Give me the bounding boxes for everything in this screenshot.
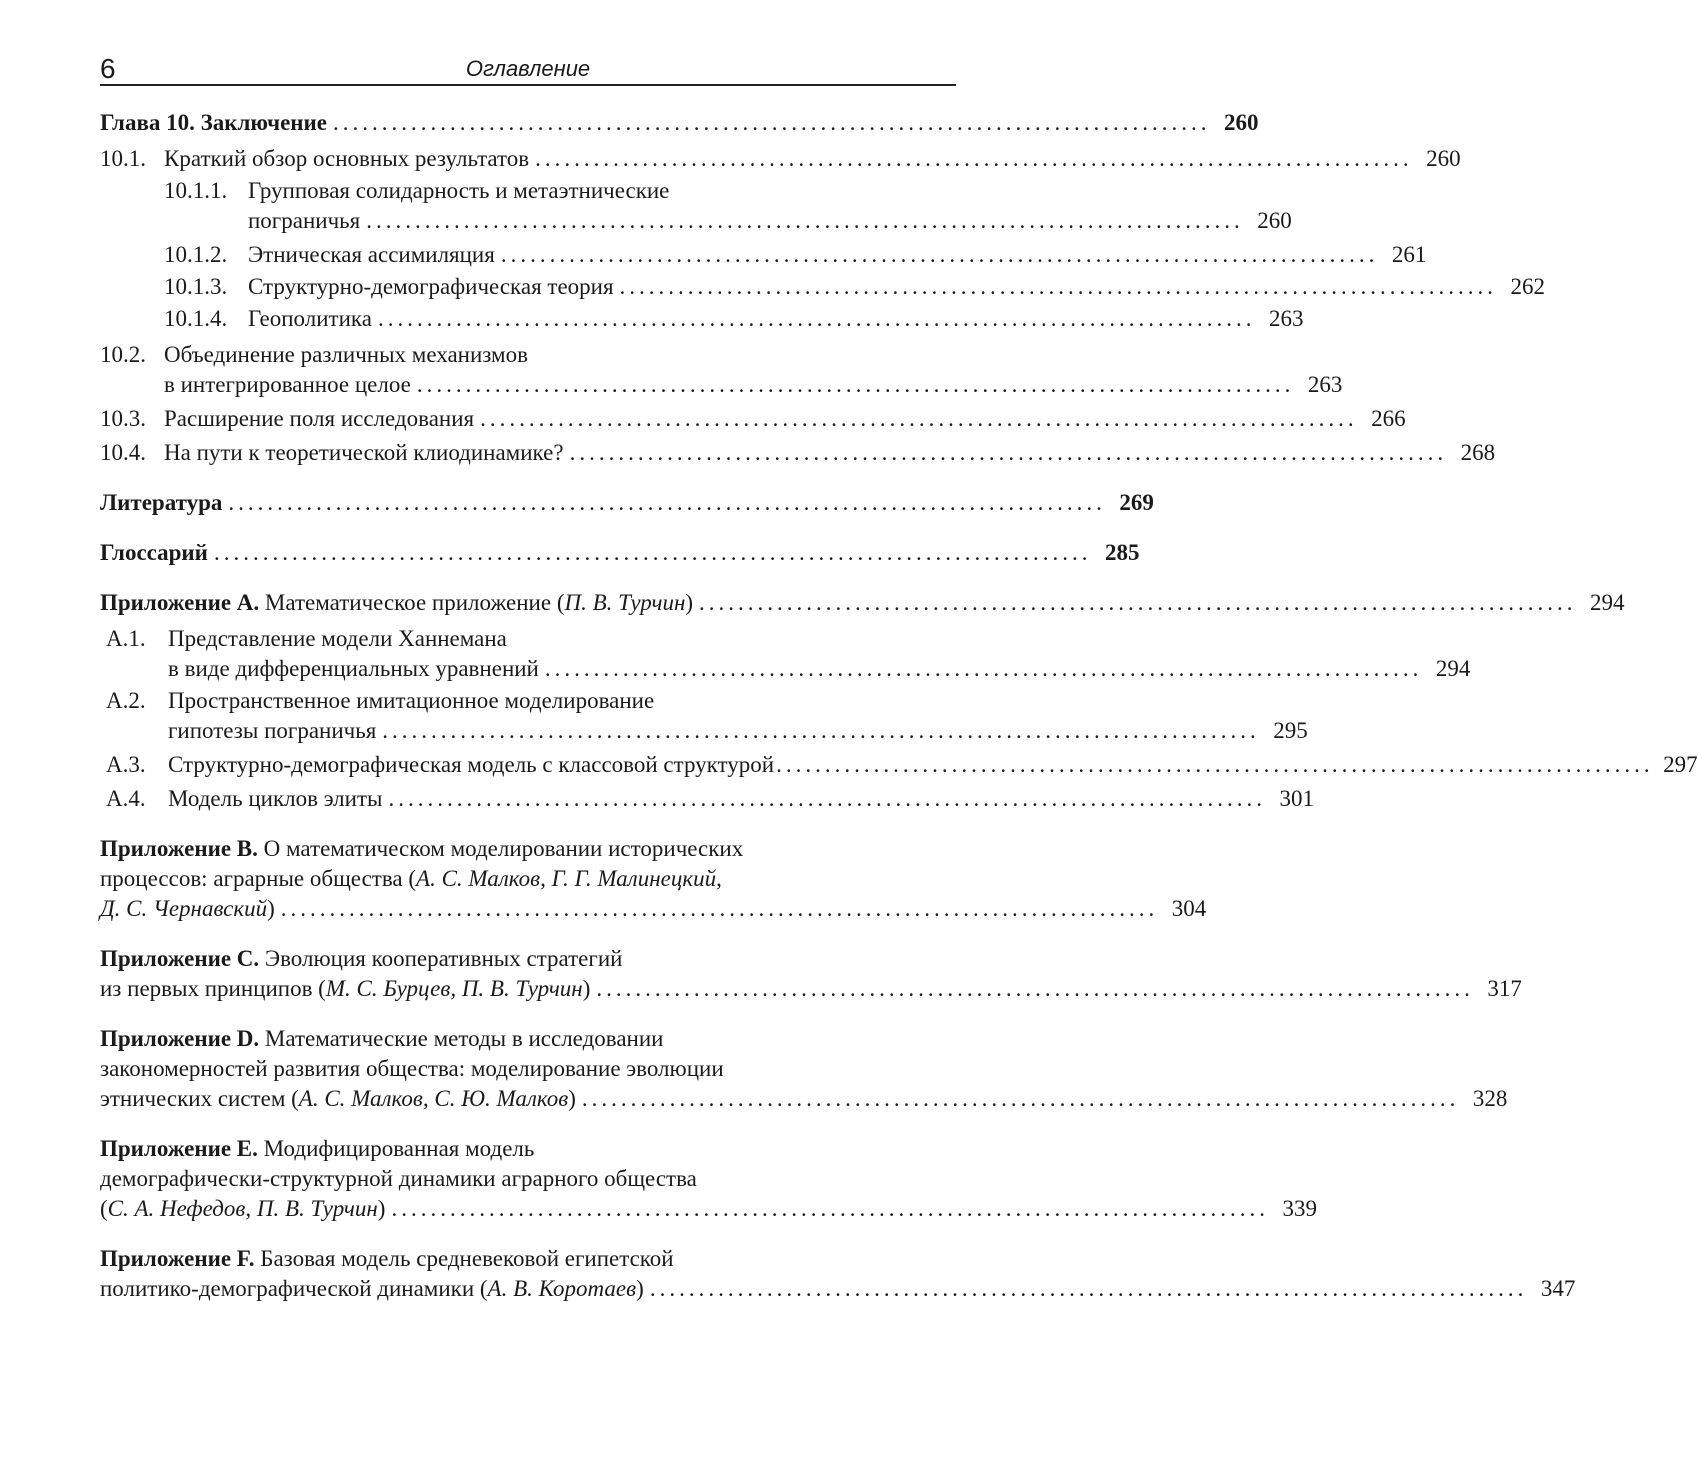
appendix-title-line1: Эволюция кооперативных стратегий — [264, 946, 623, 971]
appendix-open: ( — [100, 1196, 108, 1221]
dot-leader: .......................................................................................... — [544, 656, 1423, 681]
section-title-line1: Представление модели Ханнемана — [168, 626, 507, 651]
toc-entry-10-2-cont[interactable] — [100, 368, 1343, 402]
dot-leader: .......................................................................................... — [391, 1196, 1269, 1221]
toc-entry-appendix-b-line2[interactable] — [100, 862, 956, 896]
page-ref: 317 — [1487, 976, 1522, 1001]
appendix-title: Математическое приложение ( — [264, 590, 565, 615]
appendix-label: Приложение E. — [100, 1136, 258, 1161]
toc-entry-appendix-d[interactable] — [100, 1022, 956, 1056]
toc-entry-a4[interactable] — [100, 782, 1314, 816]
section-title: Структурно-демографическая модель с классовой структурой — [168, 752, 775, 777]
appendix-authors: М. С. Бурцев, П. В. Турчин — [325, 976, 583, 1001]
dot-leader: .......................................................................................... — [581, 1086, 1460, 1111]
toc-entry-appendix-c[interactable] — [100, 942, 956, 976]
toc-entry-appendix-e-line2[interactable] — [100, 1162, 956, 1196]
appendix-author: П. В. Турчин — [564, 590, 686, 615]
section-number: 10.1.2. — [164, 242, 228, 267]
page-ref: 294 — [1590, 590, 1625, 615]
dot-leader: .......................................................................................... — [569, 440, 1448, 465]
toc-entry-appendix-b-line3[interactable] — [100, 892, 1207, 926]
section-title: Краткий обзор основных результатов — [164, 146, 530, 171]
toc-entry-10-2[interactable] — [100, 338, 956, 372]
toc-entry-appendix-e[interactable] — [100, 1132, 956, 1166]
dot-leader: .......................................................................................... — [416, 372, 1295, 397]
toc-entry-appendix-f[interactable] — [100, 1242, 956, 1276]
toc-entry-a2-cont[interactable] — [100, 714, 1308, 748]
page-ref: 263 — [1268, 306, 1304, 331]
appendix-label: Приложение F. — [100, 1246, 255, 1271]
appendix-authors: С. А. Нефедов, П. В. Турчин — [107, 1196, 378, 1221]
appendix-title-line1: О математическом моделировании исторических — [263, 836, 744, 861]
page-ref: 347 — [1540, 1276, 1576, 1301]
page-ref: 260 — [1224, 110, 1259, 135]
section-number: A.2. — [106, 688, 146, 713]
section-title-line2: в интегрированное целое — [164, 372, 411, 397]
appendix-authors: А. С. Малков, Г. Г. Малинецкий, — [416, 866, 722, 891]
toc-entry-appendix-a[interactable] — [100, 586, 1625, 620]
toc-entry-a2[interactable] — [100, 684, 956, 718]
appendix-close: ) — [377, 1196, 386, 1221]
dot-leader: .......................................................................................... — [776, 752, 1654, 777]
dot-leader: .......................................................................................... — [699, 590, 1577, 615]
section-number: A.3. — [106, 752, 146, 777]
section-title-line1: Пространственное имитационное моделирование — [168, 688, 655, 713]
section-title-line1: Групповая солидарность и метаэтнические — [248, 178, 670, 203]
page-ref: 269 — [1119, 490, 1154, 515]
chapter-title: Глава 10. Заключение — [100, 110, 328, 135]
page-ref: 304 — [1171, 896, 1207, 921]
dot-leader: .......................................................................................... — [596, 976, 1474, 1001]
toc-entry-10-1-3[interactable] — [100, 270, 1546, 304]
page-ref: 260 — [1257, 208, 1292, 233]
page-number: 6 — [100, 53, 116, 84]
section-title: Структурно-демографическая теория — [248, 274, 614, 299]
appendix-close: ) — [685, 590, 694, 615]
toc-entry-appendix-d-line3[interactable] — [100, 1082, 1508, 1116]
section-title-line1: Объединение различных механизмов — [164, 342, 528, 367]
toc-entry-chapter-10[interactable] — [100, 106, 1259, 140]
section-number: 10.3. — [100, 406, 146, 431]
dot-leader: .......................................................................................... — [619, 274, 1498, 299]
running-header — [100, 52, 956, 86]
toc-entry-appendix-c-line2[interactable] — [100, 972, 1522, 1006]
toc-entry-a1-cont[interactable] — [100, 652, 1471, 686]
appendix-label: Приложение D. — [100, 1026, 260, 1051]
page-ref: 297 — [1663, 752, 1698, 777]
toc-entry-appendix-d-line2[interactable] — [100, 1052, 956, 1086]
dot-leader: .......................................................................................... — [280, 896, 1159, 921]
appendix-close: ) — [568, 1086, 576, 1111]
appendix-label: Приложение C. — [100, 946, 260, 971]
section-title: Расширение поля исследования — [164, 406, 475, 431]
section-number: 10.1.4. — [164, 306, 228, 331]
page-ref: 295 — [1273, 718, 1308, 743]
dot-leader: .......................................................................................... — [377, 306, 1256, 331]
section-title: На пути к теоретической клиодинамике? — [164, 440, 564, 465]
page-ref: 339 — [1282, 1196, 1317, 1221]
section-number: A.1. — [106, 626, 146, 651]
appendix-close: ) — [636, 1276, 644, 1301]
dot-leader: .......................................................................................... — [649, 1276, 1528, 1301]
header-rule — [100, 84, 956, 86]
page-ref: 266 — [1371, 406, 1406, 431]
running-title: Оглавление — [465, 56, 591, 81]
page-ref: 261 — [1391, 242, 1427, 267]
section-number: 10.2. — [100, 342, 146, 367]
appendix-title-line2: политико-демографической динамики ( — [100, 1276, 488, 1301]
dot-leader: .......................................................................................... — [213, 540, 1092, 565]
dot-leader: .......................................................................................... — [388, 786, 1266, 811]
appendix-title-line2: процессов: аграрные общества ( — [100, 866, 417, 891]
page-ref: 301 — [1279, 786, 1314, 811]
appendix-title-line3: этнических систем ( — [100, 1086, 299, 1111]
appendix-close: ) — [267, 896, 275, 921]
appendix-title-line2: из первых принципов ( — [100, 976, 326, 1001]
page-ref: 263 — [1307, 372, 1343, 397]
appendix-authors: А. В. Коротаев — [487, 1276, 637, 1301]
toc-entry-10-3[interactable] — [100, 402, 1406, 436]
dot-leader: .......................................................................................... — [333, 110, 1211, 135]
toc-entry-10-1[interactable] — [100, 142, 1461, 176]
page-ref: 268 — [1460, 440, 1496, 465]
appendix-title-line2: закономерностей развития общества: моделирование эволюции — [100, 1056, 724, 1081]
appendix-authors: А. С. Малков, С. Ю. Малков — [298, 1086, 569, 1111]
page-ref: 262 — [1510, 274, 1546, 299]
toc-entry-10-1-4[interactable] — [100, 302, 1304, 336]
section-title-line2: пограничья — [248, 208, 361, 233]
appendix-title-line1: Математические методы в исследовании — [264, 1026, 664, 1051]
dot-leader: .......................................................................................... — [228, 490, 1106, 515]
section-number: 10.1.1. — [164, 178, 228, 203]
page-ref: 285 — [1104, 540, 1140, 565]
section-title: Этническая ассимиляция — [248, 242, 495, 267]
appendix-close: ) — [582, 976, 591, 1001]
section-title: Геополитика — [248, 306, 372, 331]
toc-entry-appendix-b[interactable] — [100, 832, 956, 866]
toc-entry-glossary[interactable] — [100, 536, 1140, 570]
toc-entry-a3[interactable] — [100, 748, 1698, 782]
toc-entry-10-4[interactable] — [100, 436, 1496, 470]
appendix-title-line1: Базовая модель средневековой египетской — [260, 1246, 674, 1271]
section-number: A.4. — [106, 786, 146, 811]
appendix-title-line2: демографически-структурной динамики аграрного общества — [100, 1166, 697, 1191]
toc-entry-appendix-e-line3[interactable] — [100, 1192, 1317, 1226]
section-number: 10.1. — [100, 146, 146, 171]
page-ref: 328 — [1472, 1086, 1508, 1111]
toc-entry-10-1-1[interactable] — [100, 174, 956, 208]
appendix-label: Приложение A. — [100, 590, 260, 615]
dot-leader: .......................................................................................... — [535, 146, 1413, 171]
appendix-authors-cont: Д. С. Чернавский — [100, 896, 268, 921]
toc-entry-literature[interactable] — [100, 486, 1154, 520]
section-title-line2: гипотезы пограничья — [168, 718, 377, 743]
glossary-title: Глоссарий — [100, 540, 208, 565]
section-number: 10.1.3. — [164, 274, 228, 299]
toc-entry-a1[interactable] — [100, 622, 956, 656]
page-ref: 260 — [1426, 146, 1461, 171]
toc-entry-10-1-1-cont[interactable] — [100, 204, 1292, 238]
dot-leader: .......................................................................................... — [480, 406, 1358, 431]
appendix-label: Приложение B. — [100, 836, 258, 861]
section-number: 10.4. — [100, 440, 146, 465]
dot-leader: .......................................................................................... — [366, 208, 1244, 233]
dot-leader: .......................................................................................... — [500, 242, 1379, 267]
section-title: Модель циклов элиты — [168, 786, 383, 811]
toc-entry-10-1-2[interactable] — [100, 238, 1427, 272]
page-ref: 294 — [1435, 656, 1471, 681]
dot-leader: .......................................................................................... — [382, 718, 1260, 743]
section-title-line2: в виде дифференциальных уравнений — [168, 656, 539, 681]
toc-entry-appendix-f-line2[interactable] — [100, 1272, 1576, 1306]
appendix-title-line1: Модифицированная модель — [263, 1136, 535, 1161]
literature-title: Литература — [100, 490, 223, 515]
